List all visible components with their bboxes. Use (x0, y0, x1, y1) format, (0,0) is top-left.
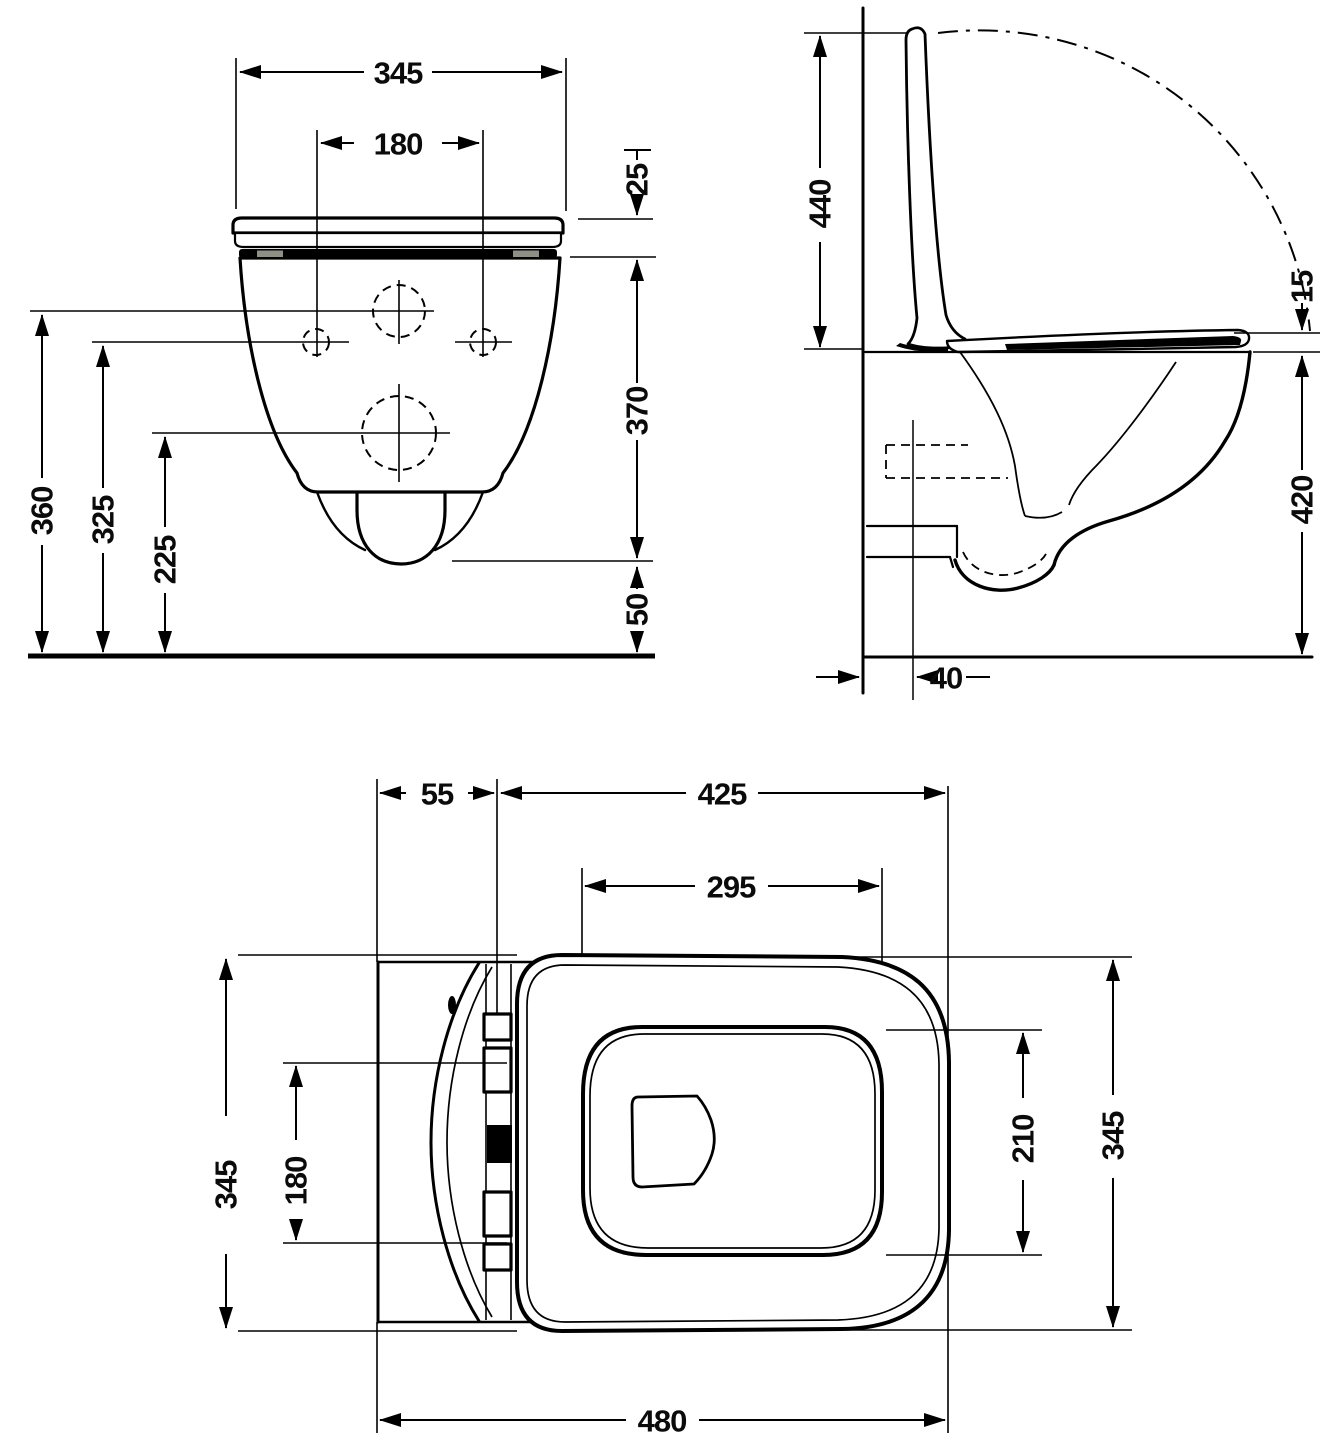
seat-bumper-left (257, 251, 283, 258)
hinge-block-1 (484, 1014, 511, 1040)
dim-front-outlet-to-floor: 50 (619, 593, 655, 627)
dim-side-rim-height: 420 (1284, 475, 1320, 525)
dim-plan-width-left: 345 (208, 1160, 244, 1210)
side-view (803, 8, 1321, 700)
hinge-block-center (487, 1125, 512, 1163)
dim-plan-mount-depth: 55 (420, 776, 454, 812)
dim-front-top-holes-height: 360 (24, 486, 60, 536)
bowl-inner-bottom (1025, 512, 1062, 518)
outlet-hidden-line (963, 552, 1046, 575)
seat-shadow-band (239, 249, 557, 258)
outlet-wing-right (435, 492, 483, 550)
dim-front-seat-height: 25 (619, 163, 655, 197)
seat-bumper-right (513, 251, 539, 258)
dim-side-lid-height: 440 (802, 179, 838, 229)
dim-plan-width-right: 345 (1095, 1111, 1131, 1161)
plan-view (209, 777, 1133, 1439)
bowl-outline-side (1054, 352, 1250, 565)
dim-plan-inner-length: 295 (706, 869, 756, 905)
body-rear-outer (431, 963, 479, 1321)
bowl-opening (583, 1027, 882, 1255)
dim-front-outlet-height: 225 (147, 535, 183, 585)
hinge-screw (448, 996, 456, 1014)
lid-swing-arc (938, 30, 1310, 331)
dim-front-side-holes-height: 325 (85, 495, 121, 545)
outlet-spout (357, 492, 445, 564)
hinge-block-4 (484, 1244, 511, 1270)
bowl-inner-rear (960, 352, 1025, 516)
front-view (25, 56, 657, 657)
seat-ring-front (235, 233, 561, 247)
dim-front-rim-to-outlet: 370 (619, 386, 655, 436)
bowl-inner-front (1069, 362, 1176, 505)
dim-side-outlet-offset: 40 (929, 660, 963, 696)
dim-plan-inner-width: 210 (1005, 1114, 1041, 1164)
toilet-body-front (240, 258, 560, 492)
rear-step-joint (950, 557, 953, 567)
flush-spout (632, 1096, 714, 1187)
dim-front-overall-width: 345 (373, 55, 423, 91)
dim-plan-bowl-depth: 425 (697, 776, 747, 812)
dim-side-seat-thickness: 15 (1284, 270, 1320, 304)
hinge-block-3 (484, 1192, 511, 1236)
hinge-block-2 (484, 1048, 511, 1092)
open-lid-profile (906, 28, 966, 348)
lid-front (233, 218, 563, 233)
dim-plan-fixing-spacing: 180 (278, 1156, 314, 1206)
dim-plan-overall-depth: 480 (637, 1403, 687, 1439)
dim-front-hole-spacing: 180 (373, 126, 423, 162)
